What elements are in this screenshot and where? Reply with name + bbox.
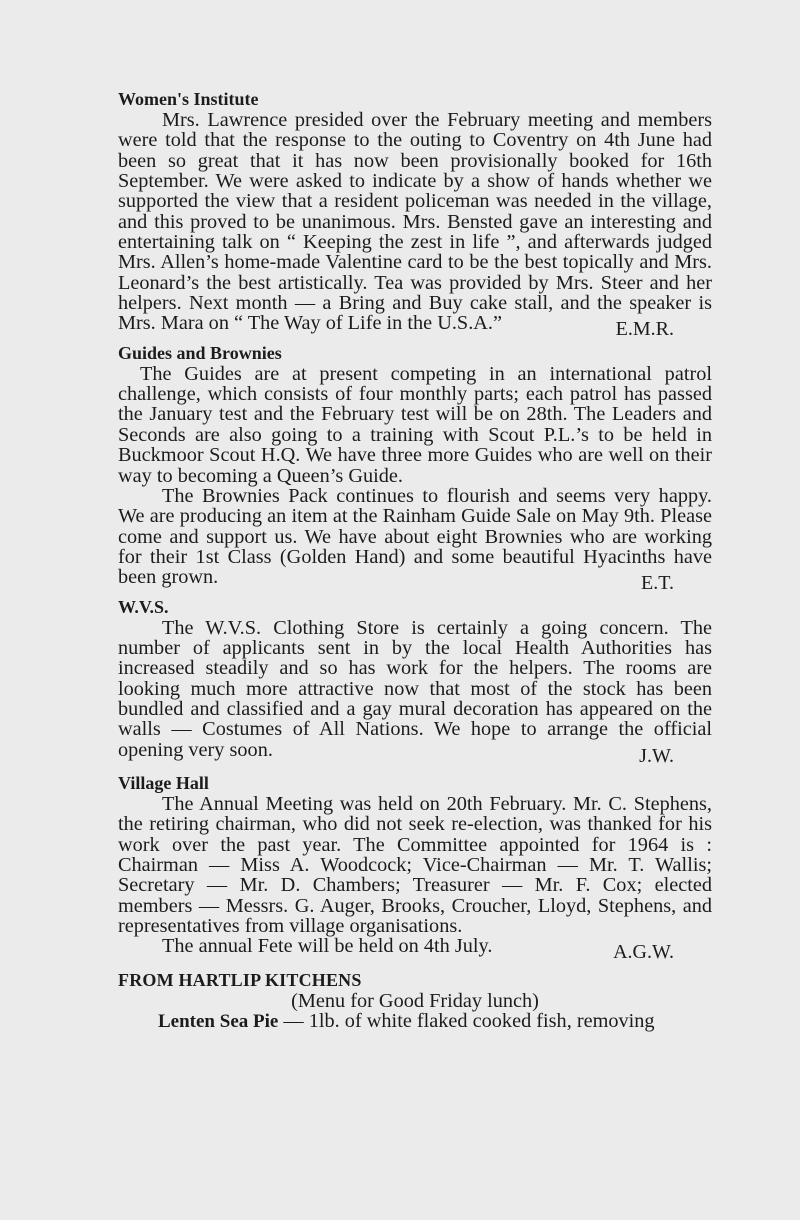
guides-brownies-heading: Guides and Brownies bbox=[118, 342, 282, 363]
brownies-report bbox=[118, 484, 712, 595]
womens-institute-signature: E.M.R. bbox=[615, 318, 674, 341]
womens-institute-heading: Women's Institute bbox=[118, 89, 259, 109]
recipe-name: Lenten Sea Pie bbox=[158, 1011, 279, 1033]
wvs-body: The W.V.S. Clothing Store is certainly a going concern. The number of applicants sent in by the local Health Authorities has increased steadily and so has work for the helpers. The rooms are looking much more attractive now that most of the stock has been bundled and classified and a gay mural decoration has appeared on the walls — Costumes of All Nations. We hope to arrange the official opening very soon. bbox=[118, 616, 712, 761]
village-hall-fete bbox=[118, 935, 712, 964]
recipe-line bbox=[118, 1011, 712, 1032]
village-hall-section bbox=[118, 772, 712, 964]
newsletter-page bbox=[118, 88, 712, 1032]
guides-report: The Guides are at present competing in an international patrol challenge, which consists of four monthly parts; each patrol has passed the January test and the February test will be on 28th. The Leaders and Seconds are also going to a training with Scout P.L.’s to be held in Buckmoor Scout H.Q. We have three more Guides who are well on their way to becoming a Queen’s Guide. bbox=[118, 362, 712, 487]
wvs-report bbox=[118, 616, 712, 767]
brownies-body: The Brownies Pack continues to flourish and seems very happy. We are producing an item at the Rainham Guide Sale on May 9th. Please come and support us. We have about eight Brownies who are working for their 1st Class (Golden Hand) and some beautiful Hyacinths have been grown. bbox=[118, 484, 712, 589]
womens-institute-section bbox=[118, 88, 712, 341]
wvs-signature: J.W. bbox=[639, 744, 674, 767]
wvs-section bbox=[118, 596, 712, 767]
womens-institute-body: Mrs. Lawrence presided over the February meeting and members were told that the response to the outing to Coventry on 4th June had been so great that it has now been provisionally booked for 16th September. We were asked to indicate by a show of hands whether we supported the view that a resident policeman was needed in the village, and this proved to be unanimous. Mrs. Bensted gave an interesting and entertaining talk on “ Keeping the zest in life ”, and afterwards judged Mrs. Allen’s home-made Valentine card to be the best topically and Mrs. Leonard’s the best artistically. Tea was provided by Mrs. Steer and her helpers. Next month — a Bring and Buy cake stall, and the speaker is Mrs. Mara on “ The Way of Life in the U.S.A.” bbox=[118, 109, 712, 335]
village-hall-report: The Annual Meeting was held on 20th February. Mr. C. Stephens, the retiring chairman, who did not seek re-election, was thanked for his work over the past year. The Committee appointed for 1964 is : Chairman — Miss A. Woodcock; Vice-Chairman — Mr. T. Wallis; Secretary — Mr. D. Chambers; Treasurer — Mr. F. Cox; elected members — Messrs. G. Auger, Brooks, Croucher, Lloyd, Stephens, and representatives from village organisations. bbox=[118, 792, 712, 938]
guides-brownies-section bbox=[118, 342, 712, 595]
menu-subtitle: (Menu for Good Friday lunch) bbox=[291, 989, 539, 1012]
hartlip-kitchens-section bbox=[118, 969, 712, 1033]
village-hall-heading: Village Hall bbox=[118, 772, 209, 793]
wvs-heading: W.V.S. bbox=[118, 596, 169, 617]
village-hall-fete-text: The annual Fete will be held on 4th July. bbox=[162, 935, 493, 958]
guides-brownies-signature: E.T. bbox=[641, 572, 674, 595]
village-hall-signature: A.G.W. bbox=[613, 941, 674, 964]
womens-institute-report bbox=[118, 109, 712, 341]
hartlip-kitchens-heading: FROM HARTLIP KITCHENS bbox=[118, 969, 362, 990]
recipe-text: — 1lb. of white flaked cooked fish, removing bbox=[278, 1010, 655, 1033]
